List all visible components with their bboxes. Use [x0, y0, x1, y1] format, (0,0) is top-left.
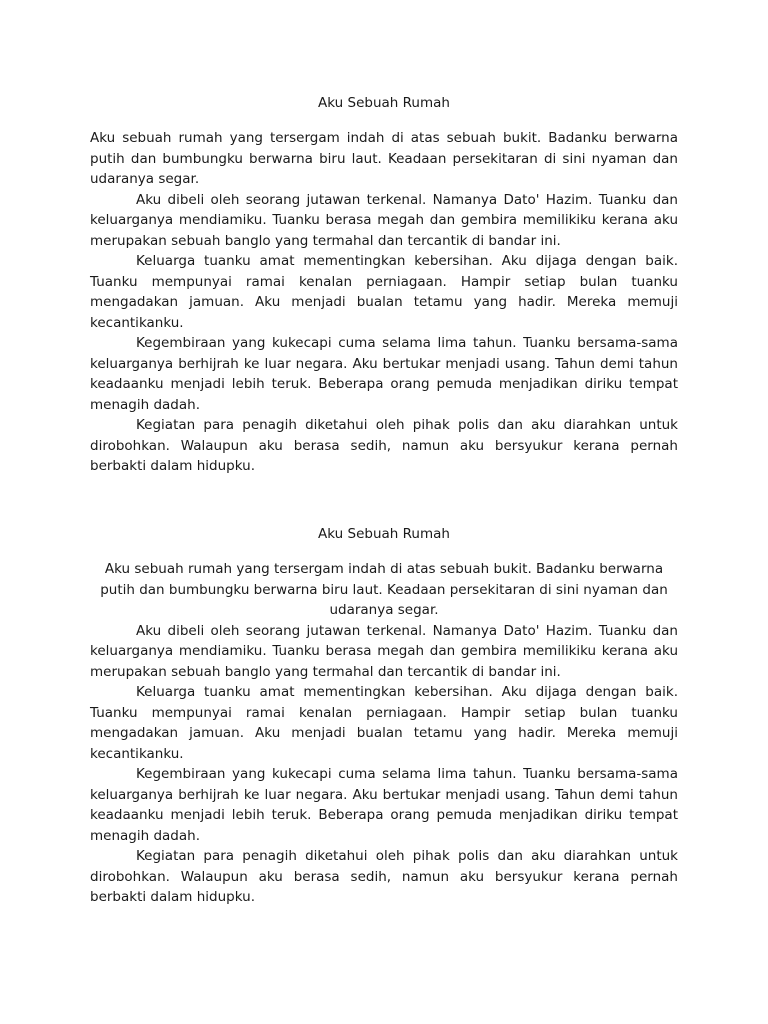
essay-paragraph-1: Aku sebuah rumah yang tersergam indah di atas sebuah bukit. Badanku berwarna putih dan bumbungku berwarna biru laut. Keadaan persekitaran di sini nyaman dan udaranya segar. [90, 130, 678, 187]
essay-paragraph-3: Keluarga tuanku amat mementingkan kebersihan. Aku dijaga dengan baik. Tuanku mempunyai ramai kenalan perniagaan. Hampir setiap bulan tuanku mengadakan jamuan. Aku menjadi bualan tetamu yang hadir. Mereka memuji kecantikanku. [90, 684, 678, 762]
essay-section-2 [90, 524, 678, 908]
essay-section-1 [90, 93, 678, 477]
essay-paragraph-2: Aku dibeli oleh seorang jutawan terkenal. Namanya Dato' Hazim. Tuanku dan keluarganya mendiamiku. Tuanku berasa megah dan gembira memilikiku kerana aku merupakan sebuah banglo yang termahal dan tercantik di bandar ini. [90, 191, 678, 249]
essay-title: Aku Sebuah Rumah [318, 95, 450, 111]
essay-paragraph-3: Keluarga tuanku amat mementingkan kebersihan. Aku dijaga dengan baik. Tuanku mempunyai ramai kenalan perniagaan. Hampir setiap bulan tuanku mengadakan jamuan. Aku menjadi bualan tetamu yang hadir. Mereka memuji kecantikanku. [90, 253, 678, 331]
essay-paragraph-4: Kegembiraan yang kukecapi cuma selama lima tahun. Tuanku bersama-sama keluarganya berhijrah ke luar negara. Aku bertukar menjadi usang. Tahun demi tahun keadaanku menjadi lebih teruk. Beberapa orang pemuda menjadikan diriku tempat menagih dadah. [90, 335, 678, 413]
essay-paragraph-4: Kegembiraan yang kukecapi cuma selama lima tahun. Tuanku bersama-sama keluarganya berhijrah ke luar negara. Aku bertukar menjadi usang. Tahun demi tahun keadaanku menjadi lebih teruk. Beberapa orang pemuda menjadikan diriku tempat menagih dadah. [90, 766, 678, 844]
essay-paragraph-5: Kegiatan para penagih diketahui oleh pihak polis dan aku diarahkan untuk dirobohkan. Walaupun aku berasa sedih, namun aku bersyukur kerana pernah berbakti dalam hidupku. [90, 417, 678, 474]
essay-paragraph-2: Aku dibeli oleh seorang jutawan terkenal. Namanya Dato' Hazim. Tuanku dan keluarganya mendiamiku. Tuanku berasa megah dan gembira memilikiku kerana aku merupakan sebuah banglo yang termahal dan tercantik di bandar ini. [90, 622, 678, 680]
essay-paragraph-1: Aku sebuah rumah yang tersergam indah di atas sebuah bukit. Badanku berwarna putih dan bumbungku berwarna biru laut. Keadaan persekitaran di sini nyaman dan udaranya segar. [100, 561, 668, 618]
essay-title: Aku Sebuah Rumah [318, 526, 450, 542]
essay-paragraph-5: Kegiatan para penagih diketahui oleh pihak polis dan aku diarahkan untuk dirobohkan. Walaupun aku berasa sedih, namun aku bersyukur kerana pernah berbakti dalam hidupku. [90, 848, 678, 905]
